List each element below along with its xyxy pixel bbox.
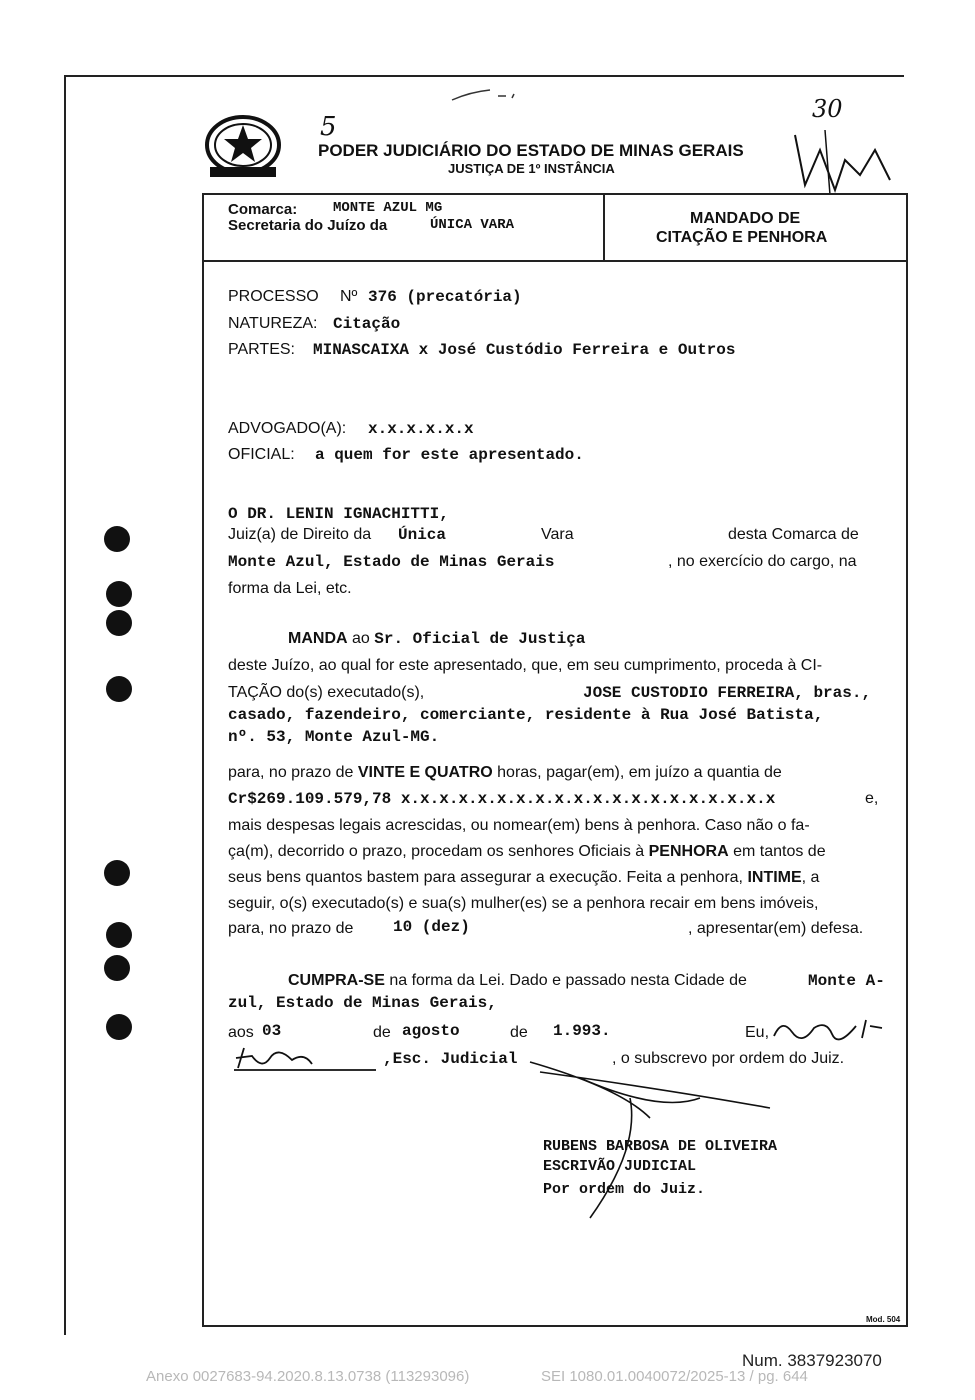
cumpra-line	[288, 972, 747, 990]
mandate-line9-c: , a	[801, 869, 820, 886]
signer-name: RUBENS BARBOSA DE OLIVEIRA	[543, 1138, 778, 1155]
cumpra-city-a: Monte A-	[808, 972, 885, 990]
mandate-line11-c: , apresentar(em) defesa.	[688, 920, 864, 937]
judge-line2-c: Vara	[541, 526, 574, 543]
punch-hole	[104, 860, 130, 886]
de-label: de	[373, 1024, 391, 1041]
punch-hole	[106, 610, 132, 636]
judge-line4: forma da Lei, etc.	[228, 580, 352, 597]
mandate-line5-c: horas, pagar(em), em juízo a quantia de	[492, 764, 782, 781]
manda-line	[288, 630, 585, 648]
oficial-label: OFICIAL:	[228, 446, 295, 463]
mandate-line9	[228, 869, 819, 887]
mandate-line5-a: para, no prazo de	[228, 764, 358, 781]
manda-rest-a: ao	[347, 630, 375, 647]
doc-type-line1: MANDADO DE	[690, 210, 801, 227]
aos-label: aos	[228, 1024, 254, 1041]
mandate-line8-a: ça(m), decorrido o prazo, procedam os senhores Oficiais à	[228, 843, 649, 860]
processo-value: 376 (precatória)	[368, 288, 522, 306]
manda-label: MANDA	[288, 630, 348, 647]
mandate-line4: nº. 53, Monte Azul-MG.	[228, 728, 440, 746]
month-value: agosto	[402, 1022, 460, 1040]
advogado-label: ADVOGADO(A):	[228, 420, 347, 437]
natureza-value: Citação	[333, 315, 401, 333]
subscrevo-text: , o subscrevo por ordem do Juiz.	[612, 1050, 845, 1067]
handwritten-mark: 5	[320, 112, 337, 142]
eu-label: Eu,	[745, 1024, 770, 1041]
frame-top-line	[64, 75, 904, 77]
signer-role: ESCRIVÃO JUDICIAL	[543, 1158, 697, 1175]
punch-hole	[104, 526, 130, 552]
mandate-amount: Cr$269.109.579,78 x.x.x.x.x.x.x.x.x.x.x.x.x.x.x.x.x.x.x.x	[228, 790, 776, 808]
judge-line3-b: , no exercício do cargo, na	[668, 553, 857, 570]
secretaria-value: ÚNICA VARA	[430, 217, 515, 233]
judge-line3-a: Monte Azul, Estado de Minas Gerais	[228, 553, 555, 571]
frame-left-line	[64, 75, 66, 1335]
judge-line2-a: Juiz(a) de Direito da	[228, 526, 372, 543]
cumpra-rest: na forma da Lei. Dado e passado nesta Cidade de	[384, 972, 747, 989]
mandate-line8-c: em tantos de	[728, 843, 826, 860]
punch-hole	[106, 1014, 132, 1040]
mandate-line9-a: seus bens quantos bastem para assegurar a execução. Feita a penhora,	[228, 869, 748, 886]
esc-value: ,Esc. Judicial	[383, 1050, 518, 1068]
partes-label: PARTES:	[228, 341, 295, 358]
manda-rest-b: Sr. Oficial de Justiça	[374, 630, 586, 648]
judge-line2-d: desta Comarca de	[728, 526, 859, 543]
aos-day: 03	[262, 1022, 282, 1040]
mandate-line3: casado, fazendeiro, comerciante, residente à Rua José Batista,	[228, 706, 824, 724]
mandate-line5-b: VINTE E QUATRO	[357, 764, 493, 781]
punch-hole	[106, 581, 132, 607]
mandate-line9-b: INTIME	[747, 869, 802, 886]
year-value: 1.993.	[553, 1022, 611, 1040]
judge-line2-b: Única	[398, 526, 447, 544]
signer-note: Por ordem do Juiz.	[543, 1181, 706, 1198]
comarca-label: Comarca:	[228, 201, 298, 218]
natureza-label: NATUREZA:	[228, 315, 318, 332]
mandate-line11-b: 10 (dez)	[393, 918, 470, 936]
state-seal-icon	[200, 115, 286, 183]
mandate-line6-b: e,	[865, 790, 879, 807]
document-number: Num. 3837923070	[742, 1351, 882, 1370]
annex-reference: Anexo 0027683-94.2020.8.13.0738 (113293096)	[146, 1368, 470, 1385]
signature-scribble-icon	[232, 1044, 380, 1072]
processo-no-label: Nº	[340, 288, 358, 305]
mandate-line2-b: JOSE CUSTODIO FERREIRA, bras.,	[583, 684, 872, 702]
mandate-line8	[228, 843, 826, 861]
cumpra-city-b: zul, Estado de Minas Gerais,	[228, 994, 497, 1012]
cumpra-label: CUMPRA-SE	[288, 972, 385, 989]
punch-hole	[106, 676, 132, 702]
pen-stroke-icon	[450, 86, 520, 104]
punch-hole	[104, 955, 130, 981]
form-divider	[202, 260, 906, 262]
court-instance: JUSTIÇA DE 1º INSTÂNCIA	[448, 161, 615, 176]
processo-label: PROCESSO	[228, 288, 319, 305]
secretaria-label: Secretaria do Juízo da	[228, 217, 388, 234]
court-title: PODER JUDICIÁRIO DO ESTADO DE MINAS GERAIS	[318, 141, 744, 160]
mandate-line1: deste Juízo, ao qual for este apresentado, que, em seu cumprimento, proceda à CI-	[228, 657, 823, 674]
comarca-value: MONTE AZUL MG	[333, 200, 443, 216]
sei-reference: SEI 1080.01.0040072/2025-13 / pg. 644	[541, 1368, 808, 1385]
punch-hole	[106, 922, 132, 948]
model-number: Mod. 504	[866, 1315, 901, 1324]
mandate-line5	[228, 764, 782, 782]
signature-scribble-icon	[770, 1016, 898, 1042]
mandate-line7: mais despesas legais acrescidas, ou nomear(em) bens à penhora. Caso não o fa-	[228, 817, 810, 834]
doc-type-line2: CITAÇÃO E PENHORA	[656, 229, 828, 246]
advogado-value: x.x.x.x.x.x	[368, 420, 474, 438]
de2-label: de	[510, 1024, 528, 1041]
judge-name: O DR. LENIN IGNACHITTI,	[228, 505, 449, 523]
initials-scribble-icon	[785, 120, 905, 200]
mandate-line2-a: TAÇÃO do(s) executado(s),	[228, 684, 425, 701]
page-number-handwritten: 30	[812, 95, 843, 123]
oficial-value: a quem for este apresentado.	[315, 446, 584, 464]
form-divider-vertical	[603, 193, 605, 261]
mandate-line8-b: PENHORA	[648, 843, 729, 860]
mandate-line10: seguir, o(s) executado(s) e sua(s) mulher(es) se a penhora recair em bens imóveis,	[228, 895, 819, 912]
partes-value: MINASCAIXA x José Custódio Ferreira e Outros	[313, 341, 736, 359]
mandate-line11-a: para, no prazo de	[228, 920, 354, 937]
